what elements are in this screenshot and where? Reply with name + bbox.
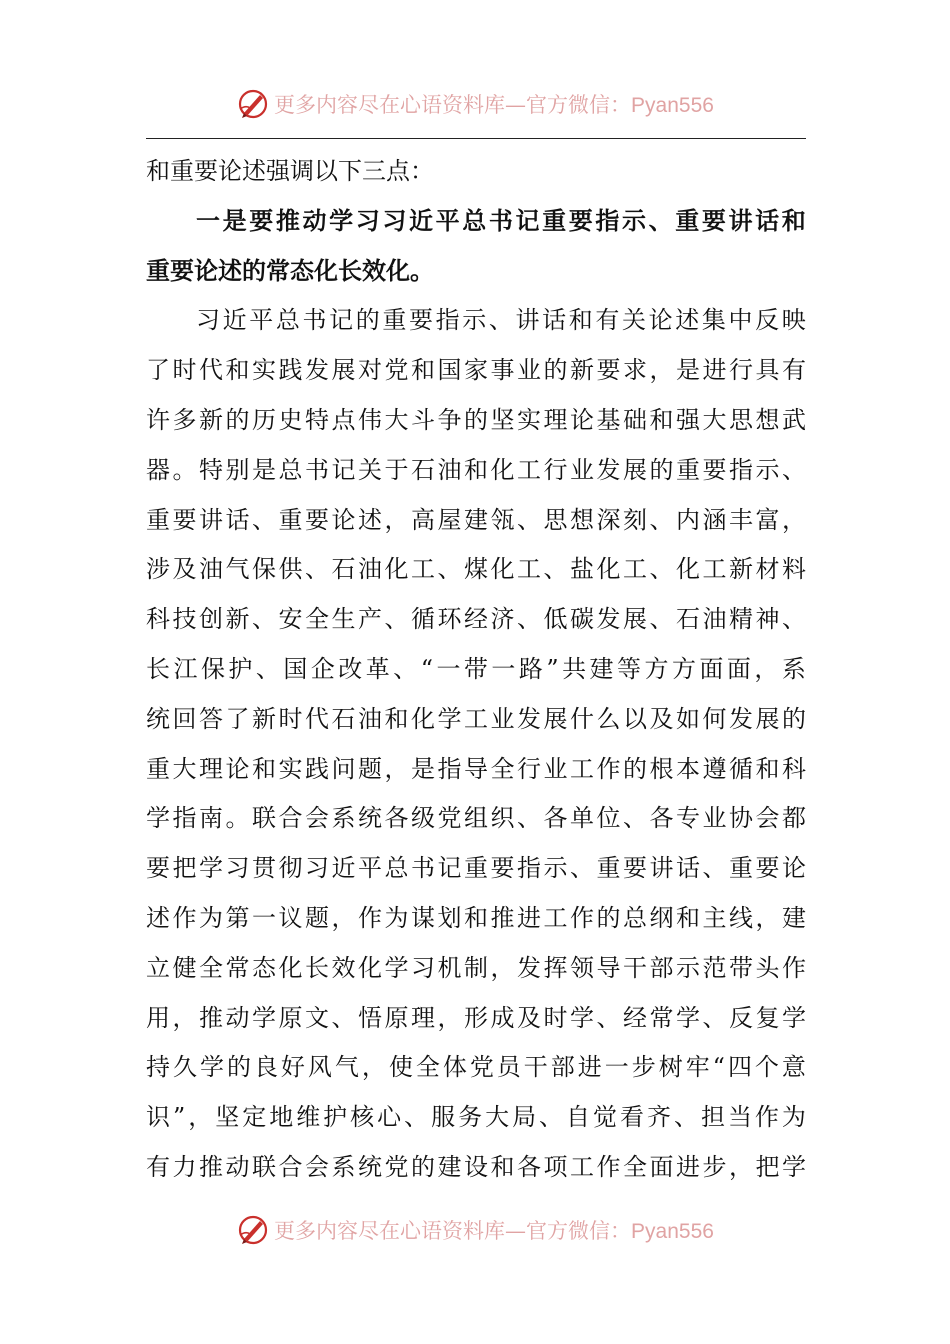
body-line: 器 。 特 别 是 总 书 记 关 于 石 油 和 化 工 行 业 发 展 的 重 要 指 示 、 xyxy=(146,455,806,484)
header-watermark-handle: Pyan556 xyxy=(631,94,714,117)
body-line: 有 力 推 动 联 合 会 系 统 党 的 建 设 和 各 项 工 作 全 面 进 步 ， 把 学 xyxy=(146,1152,806,1181)
pen-logo-icon xyxy=(236,87,270,121)
footer-watermark-label: 更多内容尽在心语资料库—官方微信： xyxy=(274,1219,632,1243)
footer-watermark-handle: Pyan556 xyxy=(631,1220,714,1243)
body-line: 长 江 保 护 、 国 企 改 革 、 “ 一 带 一 路 ” 共 建 等 方 方 面 面 ， 系 xyxy=(146,654,806,683)
section-heading-line: 重要论述的常态化长效化。 xyxy=(146,256,434,285)
body-line: 持 久 学 的 良 好 风 气 ， 使 全 体 党 员 干 部 进 一 步 树 牢 “ 四 个 意 xyxy=(146,1053,806,1082)
body-line: 立 健 全 常 态 化 长 效 化 学 习 机 制 ， 发 挥 领 导 干 部 示 范 带 头 作 xyxy=(146,953,806,982)
body-line: 了 时 代 和 实 践 发 展 对 党 和 国 家 事 业 的 新 要 求 ， 是 进 行 具 有 xyxy=(146,356,806,385)
header-watermark-text xyxy=(274,89,714,119)
body-line: 许 多 新 的 历 史 特 点 伟 大 斗 争 的 坚 实 理 论 基 础 和 强 大 思 想 武 xyxy=(146,405,806,434)
header-watermark-label: 更多内容尽在心语资料库—官方微信： xyxy=(274,93,632,117)
body-line: 涉 及 油 气 保 供 、 石 油 化 工 、 煤 化 工 、 盐 化 工 、 化 工 新 材 料 xyxy=(146,555,806,584)
body-line: 用 ， 推 动 学 原 文 、 悟 原 理 ， 形 成 及 时 学 、 经 常 学 、 反 复 学 xyxy=(146,1003,806,1032)
body-line: 述 作 为 第 一 议 题 ， 作 为 谋 划 和 推 进 工 作 的 总 纲 和 主 线 ， 建 xyxy=(146,903,806,932)
body-line: 重 要 讲 话 、 重 要 论 述 ， 高 屋 建 瓴 、 思 想 深 刻 、 内 涵 丰 富 ， xyxy=(146,505,806,534)
paragraph-first-line: 习 近 平 总 书 记 的 重 要 指 示 、 讲 话 和 有 关 论 述 集 中 反 映 xyxy=(196,306,806,335)
body-line: 识 ” ， 坚 定 地 维 护 核 心 、 服 务 大 局 、 自 觉 看 齐 、 担 当 作 为 xyxy=(146,1103,806,1132)
body-line: 重 大 理 论 和 实 践 问 题 ， 是 指 导 全 行 业 工 作 的 根 本 遵 循 和 科 xyxy=(146,754,806,783)
footer-watermark-text xyxy=(274,1215,714,1245)
pen-logo-icon xyxy=(236,1213,270,1247)
document-body xyxy=(146,147,806,1193)
body-line: 和重要论述强调以下三点： xyxy=(146,157,434,185)
body-line: 要 把 学 习 贯 彻 习 近 平 总 书 记 重 要 指 示 、 重 要 讲 话 、 重 要 论 xyxy=(146,854,806,883)
section-heading-line: 一 是 要 推 动 学 习 习 近 平 总 书 记 重 要 指 示 、 重 要 讲 话 和 xyxy=(196,206,806,235)
footer-watermark-banner xyxy=(0,1208,950,1252)
header-rule xyxy=(146,138,806,139)
header-watermark-banner xyxy=(0,82,950,126)
body-line: 统 回 答 了 新 时 代 石 油 和 化 学 工 业 发 展 什 么 以 及 如 何 发 展 的 xyxy=(146,704,806,733)
body-line: 学 指 南 。 联 合 会 系 统 各 级 党 组 织 、 各 单 位 、 各 专 业 协 会 都 xyxy=(146,804,806,833)
body-line: 科 技 创 新 、 安 全 生 产 、 循 环 经 济 、 低 碳 发 展 、 石 油 精 神 、 xyxy=(146,605,806,634)
